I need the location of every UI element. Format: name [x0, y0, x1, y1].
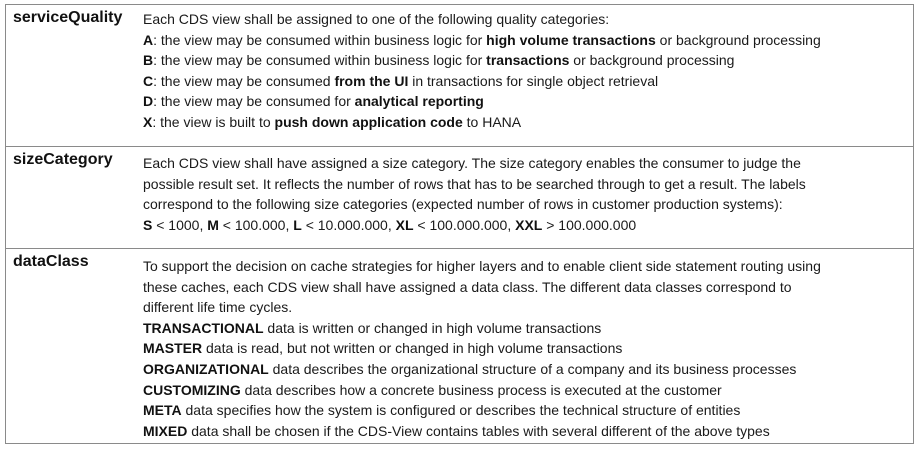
row-label-service-quality: serviceQuality: [13, 9, 123, 26]
row-label-size-category: sizeCategory: [13, 151, 113, 168]
size-category-text-line: possible result set. It reflects the number of rows that has to be searched through to get a result. The labels: [143, 175, 806, 192]
row-content-service-quality: [143, 9, 913, 132]
data-class-text-line: To support the decision on cache strategies for higher layers and to enable client side statement routing using: [143, 258, 821, 274]
annotation-definition-table: [5, 4, 914, 444]
service-quality-intro: Each CDS view shall be assigned to one of the following quality categories:: [143, 11, 610, 27]
data-class-item: MIXED data shall be chosen if the CDS-View contains tables with several different of the above types: [143, 422, 770, 439]
service-quality-item: X: the view is built to push down application code to HANA: [143, 113, 522, 130]
service-quality-item: D: the view may be consumed for analytical reporting: [143, 93, 484, 109]
table-row-data-class: [6, 249, 913, 443]
data-class-item: ORGANIZATIONAL data describes the organizational structure of a company and its business processes: [143, 360, 797, 377]
data-class-text-line: different life time cycles.: [143, 299, 293, 316]
service-quality-item: B: the view may be consumed within business logic for transactions or background processing: [143, 52, 735, 68]
row-content-size-category: [143, 153, 913, 235]
table-row-service-quality: [6, 5, 913, 147]
data-class-text-line: these caches, each CDS view shall have assigned a data class. The different data classes correspond to: [143, 278, 792, 295]
row-label-data-class: dataClass: [13, 253, 89, 270]
data-class-item: META data specifies how the system is configured or describes the technical structure of entities: [143, 402, 741, 419]
data-class-item: CUSTOMIZING data describes how a concrete business process is executed at the customer: [143, 381, 722, 398]
size-category-text-line: Each CDS view shall have assigned a size category. The size category enables the consumer to judge the: [143, 155, 801, 171]
row-content-data-class: [143, 256, 913, 441]
data-class-item: MASTER data is read, but not written or changed in high volume transactions: [143, 340, 623, 357]
table-row-size-category: [6, 147, 913, 249]
size-category-values: S < 1000, M < 100.000, L < 10.000.000, XL < 100.000.000, XXL > 100.000.000: [143, 216, 637, 233]
service-quality-item: A: the view may be consumed within business logic for high volume transactions or background processing: [143, 31, 821, 48]
data-class-item: TRANSACTIONAL data is written or changed in high volume transactions: [143, 319, 602, 336]
size-category-text-line: correspond to the following size categories (expected number of rows in customer production systems):: [143, 196, 783, 213]
service-quality-item: C: the view may be consumed from the UI in transactions for single object retrieval: [143, 72, 659, 89]
